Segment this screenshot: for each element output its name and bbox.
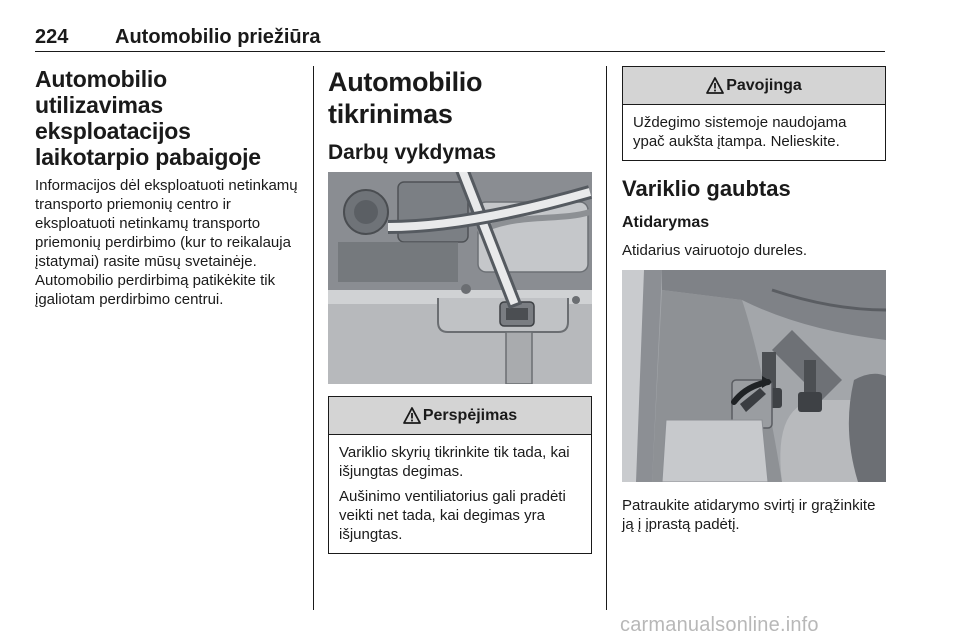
recycling-body-text: Informacijos dėl eksploatuoti netinkamų transporto priemonių centro ir eksploatuoti netinkamų transporto priemonių perdirbimo (kur to reikalauja įstatymai) rasite mūsų svetainėje. Automobilio perdirbimą patikėkite tik įgaliotam perdirbimo centrui.	[35, 177, 298, 308]
warning-title: Perspėjimas	[422, 406, 518, 424]
section-heading-recycling: Automobilio utilizavimas eksploatacijos laikotarpio pabaigoje	[35, 66, 261, 170]
danger-body	[623, 105, 885, 160]
hood-release-illustration	[622, 270, 886, 482]
engine-bay-illustration	[328, 172, 592, 384]
column-right	[622, 66, 886, 534]
watermark: carmanualsonline.info	[620, 614, 819, 636]
danger-box	[622, 66, 886, 161]
page-header	[35, 24, 885, 52]
column-divider-2	[606, 66, 607, 610]
hood-release-caption: Patraukite atidarymo svirtį ir grąžinkite ją į įprastą padėtį.	[622, 497, 876, 533]
section-heading-hood: Variklio gaubtas	[622, 176, 791, 201]
warning-header	[329, 397, 591, 435]
danger-header	[623, 67, 885, 105]
warning-body	[329, 435, 591, 553]
subheading-performing-work: Darbų vykdymas	[328, 141, 497, 164]
danger-title: Pavojinga	[726, 76, 802, 94]
section-heading-inspection: Automobilio tikrinimas	[328, 67, 483, 129]
warning-box	[328, 396, 592, 554]
opening-intro-text: Atidarius vairuotojo dureles.	[622, 242, 808, 259]
column-left	[35, 66, 301, 309]
subheading-opening: Atidarymas	[622, 214, 710, 231]
chapter-title: Automobilio priežiūra	[115, 26, 321, 48]
warning-text-2: Aušinimo ventiliatorius gali pradėti veikti net tada, kai degimas yra išjungtas.	[339, 488, 566, 543]
column-middle	[328, 66, 592, 554]
warning-triangle-icon	[706, 77, 724, 94]
column-divider-1	[313, 66, 314, 610]
danger-text: Uždegimo sistemoje naudojama ypač aukšta įtampa. Nelieskite.	[633, 114, 847, 150]
warning-triangle-icon	[403, 407, 421, 424]
warning-text-1: Variklio skyrių tikrinkite tik tada, kai išjungtas degimas.	[339, 444, 570, 480]
page-number: 224	[35, 26, 69, 48]
